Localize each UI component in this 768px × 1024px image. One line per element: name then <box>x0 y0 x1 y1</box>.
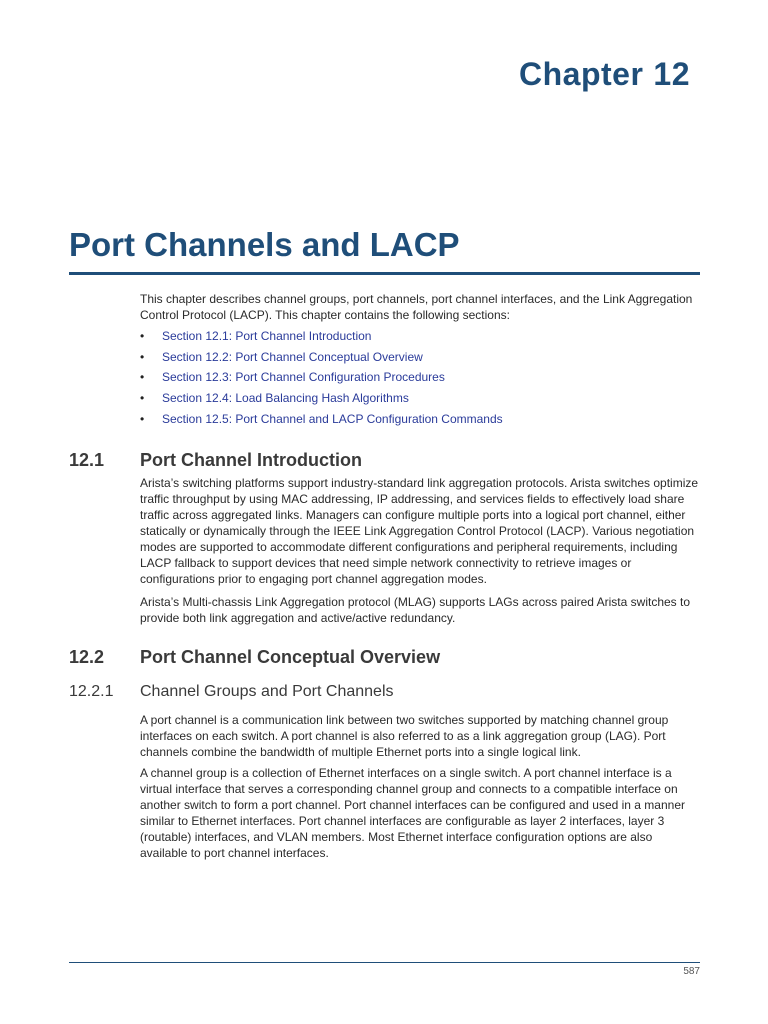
list-item <box>140 369 702 390</box>
intro-section <box>140 291 702 323</box>
body-paragraph: Arista’s switching platforms support industry-standard link aggregation protocols. Arista switches optimize traffic throughput by using MAC addressing, IP addressing, and services fields to effectively load share traffic across aggregated links. Managers can configure multiple ports into a logical port channel, either statically or dynamically through the IEEE Link Aggregation Control Protocol (LACP). Various negotiation modes are supported to accommodate different configurations and peripheral requirements, including LACP fallback to support devices that need simple network connectivity to retrieve images or configurations prior to engaging port channel aggregation modes. <box>140 476 699 586</box>
bullet-icon: • <box>140 329 145 343</box>
intro-paragraph: This chapter describes channel groups, port channels, port channel interfaces, and the Link Aggregation Control Protocol (LACP). This chapter contains the following sections: <box>140 292 693 322</box>
section-link-12-4[interactable]: Section 12.4: Load Balancing Hash Algorithms <box>162 391 409 406</box>
body-paragraph: A port channel is a communication link between two switches supported by matching channel group interfaces on each switch. A port channel is also referred to as a link aggregation group (LAG). Port channels combine the bandwidth of multiple Ethernet ports into a single logical link. <box>140 713 669 759</box>
section-number: 12.1 <box>69 450 105 470</box>
body-paragraph: Arista’s Multi-chassis Link Aggregation protocol (MLAG) supports LAGs across paired Arista switches to provide both link aggregation and active/active redundancy. <box>140 595 691 625</box>
page-number: 587 <box>683 966 700 977</box>
bullet-icon: • <box>140 349 145 364</box>
subsection-title: Channel Groups and Port Channels <box>140 683 394 700</box>
title-divider <box>69 272 700 275</box>
list-item <box>140 390 702 411</box>
chapter-title: Port Channels and LACP <box>69 226 460 263</box>
bullet-icon: • <box>140 391 145 406</box>
footer-divider <box>69 962 700 963</box>
bullet-icon: • <box>140 411 145 426</box>
list-item <box>140 411 702 432</box>
chapter-word: Chapter <box>519 56 644 92</box>
section-number: 12.2 <box>69 647 105 667</box>
section-link-12-1[interactable]: Section 12.1: Port Channel Introduction <box>162 329 372 343</box>
list-item <box>140 328 702 349</box>
body-paragraph: A channel group is a collection of Ethernet interfaces on a single switch. A port channel interface is a virtual interface that serves a corresponding channel group and connects to a compatible interface on another switch to form a port channel. Port channel interfaces can be configured and used in a manner similar to Ethernet interfaces. Port channel interfaces are configurable as layer 2 interfaces, layer 3 (routable) interfaces, and VLAN members. Most Ethernet interface configuration options are also available to port channel interfaces. <box>140 766 685 860</box>
section-12-1-body-2 <box>140 594 702 626</box>
bullet-icon: • <box>140 370 145 385</box>
chapter-label <box>519 56 690 93</box>
section-title: Port Channel Conceptual Overview <box>140 647 441 667</box>
section-12-1-body <box>140 475 702 587</box>
section-12-2-1-body <box>140 712 702 760</box>
section-title: Port Channel Introduction <box>140 450 362 470</box>
chapter-number: 12 <box>653 56 690 92</box>
section-link-12-5[interactable]: Section 12.5: Port Channel and LACP Configuration Commands <box>162 411 503 426</box>
section-12-2-1-body-2 <box>140 765 702 861</box>
section-link-12-3[interactable]: Section 12.3: Port Channel Configuration Procedures <box>162 370 445 385</box>
section-list <box>140 328 702 431</box>
list-item <box>140 349 702 370</box>
section-link-12-2[interactable]: Section 12.2: Port Channel Conceptual Overview <box>162 349 423 364</box>
subsection-number: 12.2.1 <box>69 683 114 700</box>
